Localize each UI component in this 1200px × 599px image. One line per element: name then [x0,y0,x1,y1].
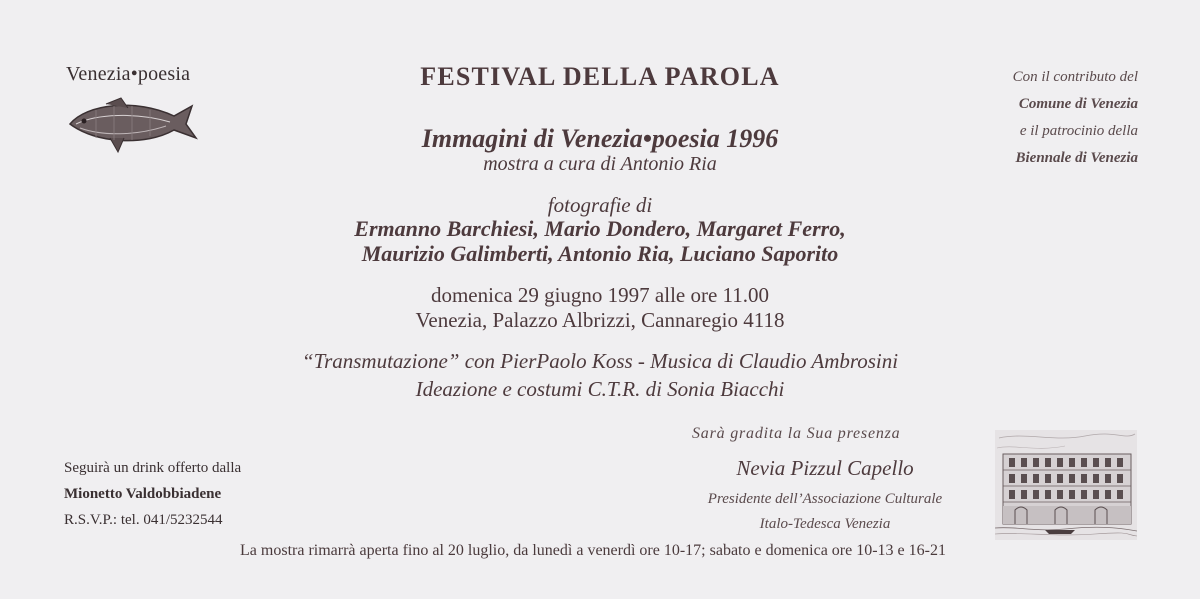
performance-details [0,347,1200,403]
sponsor-line-2: Comune di Venezia [1018,96,1138,112]
palazzo-sketch-icon [995,430,1137,540]
president-name: Nevia Pizzul Capello [736,456,914,480]
event-date: domenica 29 giugno 1997 alle ore 11.00 [430,283,770,307]
curator-line: mostra a cura di Antonio Ria [483,153,717,175]
drink-line-1: Seguirà un drink offerto dalla [64,460,242,476]
page-title: FESTIVAL DELLA PAROLA [420,62,780,91]
sponsor-line-4: Biennale di Venezia [1015,150,1138,166]
photographers-intro: fotografie di [547,193,653,217]
presence-note: Sarà gradita la Sua presenza [692,425,901,442]
president-role-line-1: Presidente dell’Associazione Culturale [707,491,943,507]
photographers-list [0,216,1200,266]
president-role [680,487,970,537]
sponsor-line-1: Con il contributo del [1012,69,1138,85]
event-details [0,283,1200,333]
logo-text: Venezia•poesia [66,63,191,85]
sponsor-line-3: e il patrocinio della [1019,123,1138,139]
performance-line-1: “Transmutazione” con PierPaolo Koss - Musica di Claudio Ambrosini [301,349,899,373]
rsvp-line: R.S.V.P.: tel. 041/5232544 [64,512,223,528]
opening-hours [0,542,1200,560]
event-place: Venezia, Palazzo Albrizzi, Cannaregio 4118 [415,308,785,332]
performance-line-2: Ideazione e costumi C.T.R. di Sonia Biacchi [415,377,785,401]
exhibition-title: Immagini di Venezia•poesia 1996 [421,124,779,153]
drink-block [64,455,241,533]
photographers-line-1: Ermanno Barchiesi, Mario Dondero, Margaret Ferro, [354,216,846,241]
photographers-line-2: Maurizio Galimberti, Antonio Ria, Luciano Saporito [361,241,839,266]
president-role-line-2: Italo-Tedesca Venezia [759,516,891,532]
drink-sponsor: Mionetto Valdobbiadene [64,486,222,502]
opening-hours-text: La mostra rimarrà aperta fino al 20 luglio, da lunedì a venerdì ore 10-17; sabato e domenica ore 10-13 e 16-21 [240,542,946,559]
